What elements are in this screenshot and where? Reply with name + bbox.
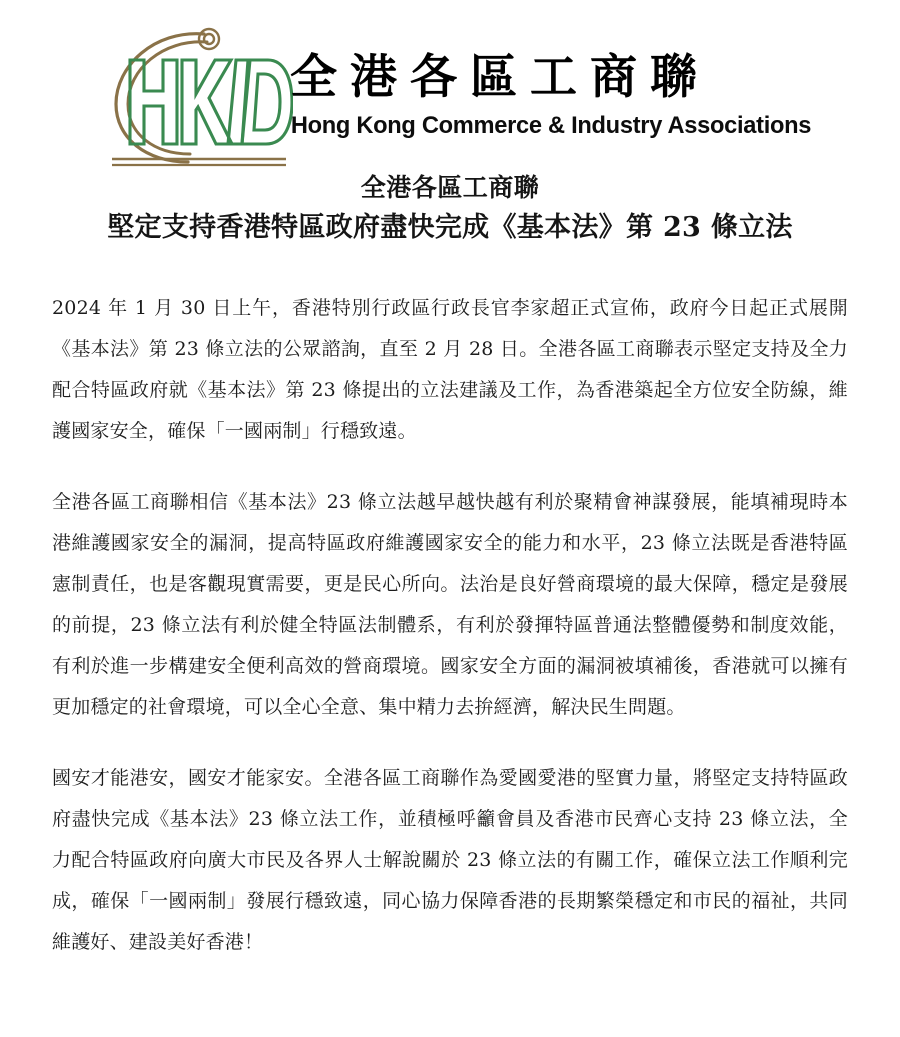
document-title xyxy=(0,170,900,248)
logo-wordmark xyxy=(286,48,846,158)
page-title-line-2: 堅定支持香港特區政府盡快完成《基本法》第 23 條立法 xyxy=(107,212,793,243)
body-paragraph: 國安才能港安，國安才能家安。全港各區工商聯作為愛國愛港的堅實力量，將堅定支持特區政府盡快完成《基本法》23 條立法工作，並積極呼籲會員及香港市民齊心支持 23 條立法，全力配合特區政府向廣大市民及各界人士解說關於 23 條立法的有關工作，確保立法工作順利完成，確保「一國兩制」發展行穩致遠，同心協力保障香港的長期繁榮穩定和市民的福祉，共同維護好、建設美好香港！ xyxy=(52,767,848,953)
hkid-logo-mark xyxy=(108,22,293,168)
logo-block xyxy=(108,22,848,168)
page-title-line-1: 全港各區工商聯 xyxy=(360,173,540,202)
body-paragraph: 2024 年 1 月 30 日上午，香港特別行政區行政長官李家超正式宣佈，政府今日起正式展開《基本法》第 23 條立法的公眾諮詢，直至 2 月 28 日。全港各區工商聯表示堅定支持及全力配合特區政府就《基本法》第 23 條提出的立法建議及工作，為香港築起全方位安全防線，維護國家安全，確保「一國兩制」行穩致遠。 xyxy=(52,297,848,442)
logo-organization-name-en: Hong Kong Commerce & Industry Associations xyxy=(290,112,812,139)
logo-organization-name-cn: 全港各區工商聯 xyxy=(290,50,710,105)
letterhead xyxy=(0,0,900,168)
document-body xyxy=(0,248,900,963)
body-paragraph: 全港各區工商聯相信《基本法》23 條立法越早越快越有利於聚精會神謀發展，能填補現時本港維護國家安全的漏洞，提高特區政府維護國家安全的能力和水平，23 條立法既是香港特區憲制責任，也是客觀現實需要，更是民心所向。法治是良好營商環境的最大保障，穩定是發展的前提，23 條立法有利於健全特區法制體系，有利於發揮特區普通法整體優勢和制度效能，有利於進一步構建安全便利高效的營商環境。國家安全方面的漏洞被填補後，香港就可以擁有更加穩定的社會環境，可以全心全意、集中精力去拚經濟，解決民生問題。 xyxy=(52,491,848,718)
